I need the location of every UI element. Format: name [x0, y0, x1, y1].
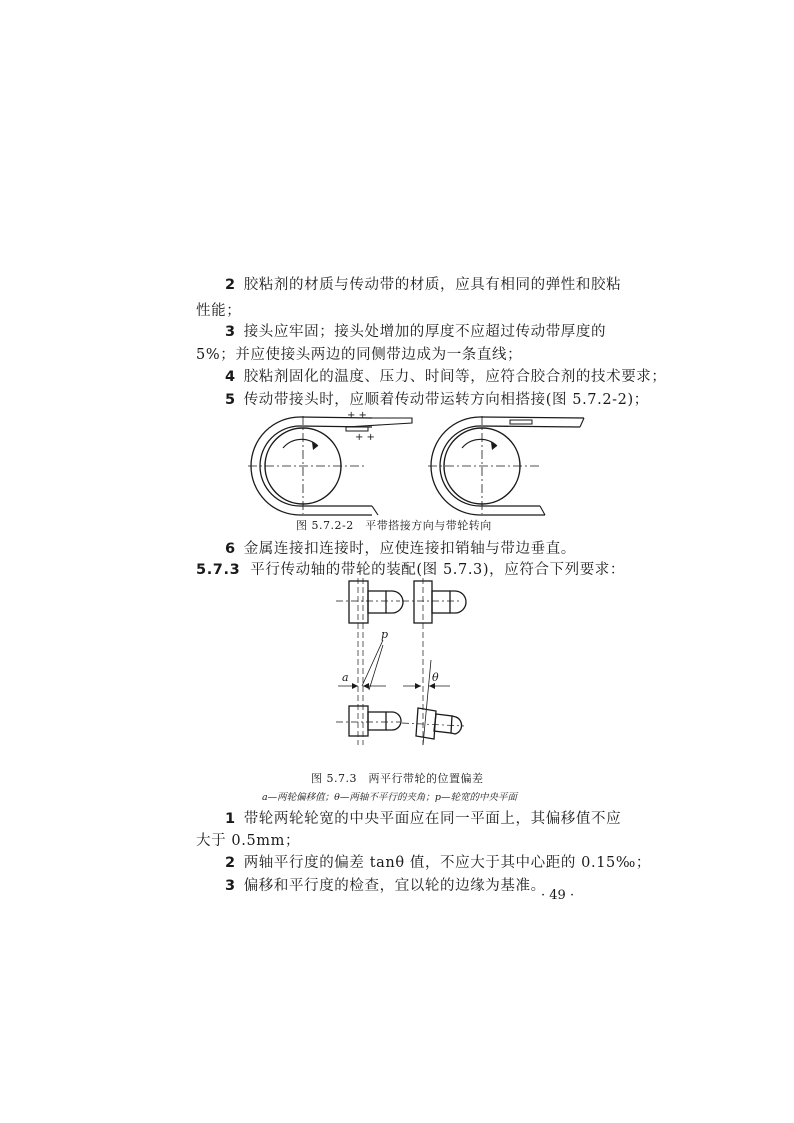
list-item — [225, 807, 621, 828]
item-number: 2 — [225, 277, 236, 293]
item-text: 传动带接头时，应顺着传动带运转方向相搭接(图 5.7.2-2)； — [243, 392, 649, 408]
item-text: 5%；并应使接头两边的同侧带边成为一条直线； — [196, 347, 523, 363]
lap-marks-bottom: + + — [355, 432, 375, 443]
figure-caption: 图 5.7.2-2 平带搭接方向与带轮转向 — [296, 519, 492, 532]
label-p: p — [381, 628, 389, 641]
item-number: 3 — [225, 878, 236, 894]
item-text: 金属连接扣连接时，应使连接扣销轴与带边垂直。 — [243, 541, 576, 557]
item-number: 3 — [225, 324, 236, 340]
item-number: 2 — [225, 855, 236, 871]
item-number: 4 — [225, 369, 236, 385]
item-text: 偏移和平行度的检查，宜以轮的边缘为基准。 — [243, 878, 546, 894]
item-text: 接头应牢固；接头处增加的厚度不应超过传动带厚度的 — [243, 324, 607, 340]
list-item — [225, 851, 651, 872]
item-text: 带轮两轮轮宽的中央平面应在同一平面上，其偏移值不应 — [243, 811, 622, 827]
item-text: 性能； — [196, 303, 242, 319]
item-text: 胶粘剂固化的温度、压力、时间等，应符合胶合剂的技术要求； — [243, 369, 667, 385]
figure-caption: 图 5.7.3 两平行带轮的位置偏差 — [311, 772, 484, 785]
label-a: a — [342, 671, 349, 684]
lap-marks-top: + + — [347, 410, 367, 421]
section-number: 5.7.3 — [196, 562, 241, 578]
item-number: 6 — [225, 541, 236, 557]
left-bottom-pulley — [349, 706, 368, 736]
left-top-pulley — [349, 581, 368, 623]
item-number: 5 — [225, 392, 236, 408]
label-theta: θ — [432, 671, 439, 684]
figure-legend: a—两轮偏移值；θ—两轴不平行的夹角；p—轮宽的中央平面 — [262, 792, 517, 803]
item-text: 两轴平行度的偏差 tanθ 值，不应大于其中心距的 0.15‰； — [243, 855, 652, 871]
list-item — [225, 874, 546, 895]
item-text: 胶粘剂的材质与传动带的材质，应具有相同的弹性和胶粘 — [243, 277, 622, 293]
section-text: 平行传动轴的带轮的装配(图 5.7.3)，应符合下列要求： — [250, 562, 626, 578]
item-text: 大于 0.5mm； — [196, 833, 301, 849]
list-item-continuation — [196, 829, 300, 850]
page-number: · 49 · — [541, 888, 575, 903]
item-number: 1 — [225, 811, 236, 827]
